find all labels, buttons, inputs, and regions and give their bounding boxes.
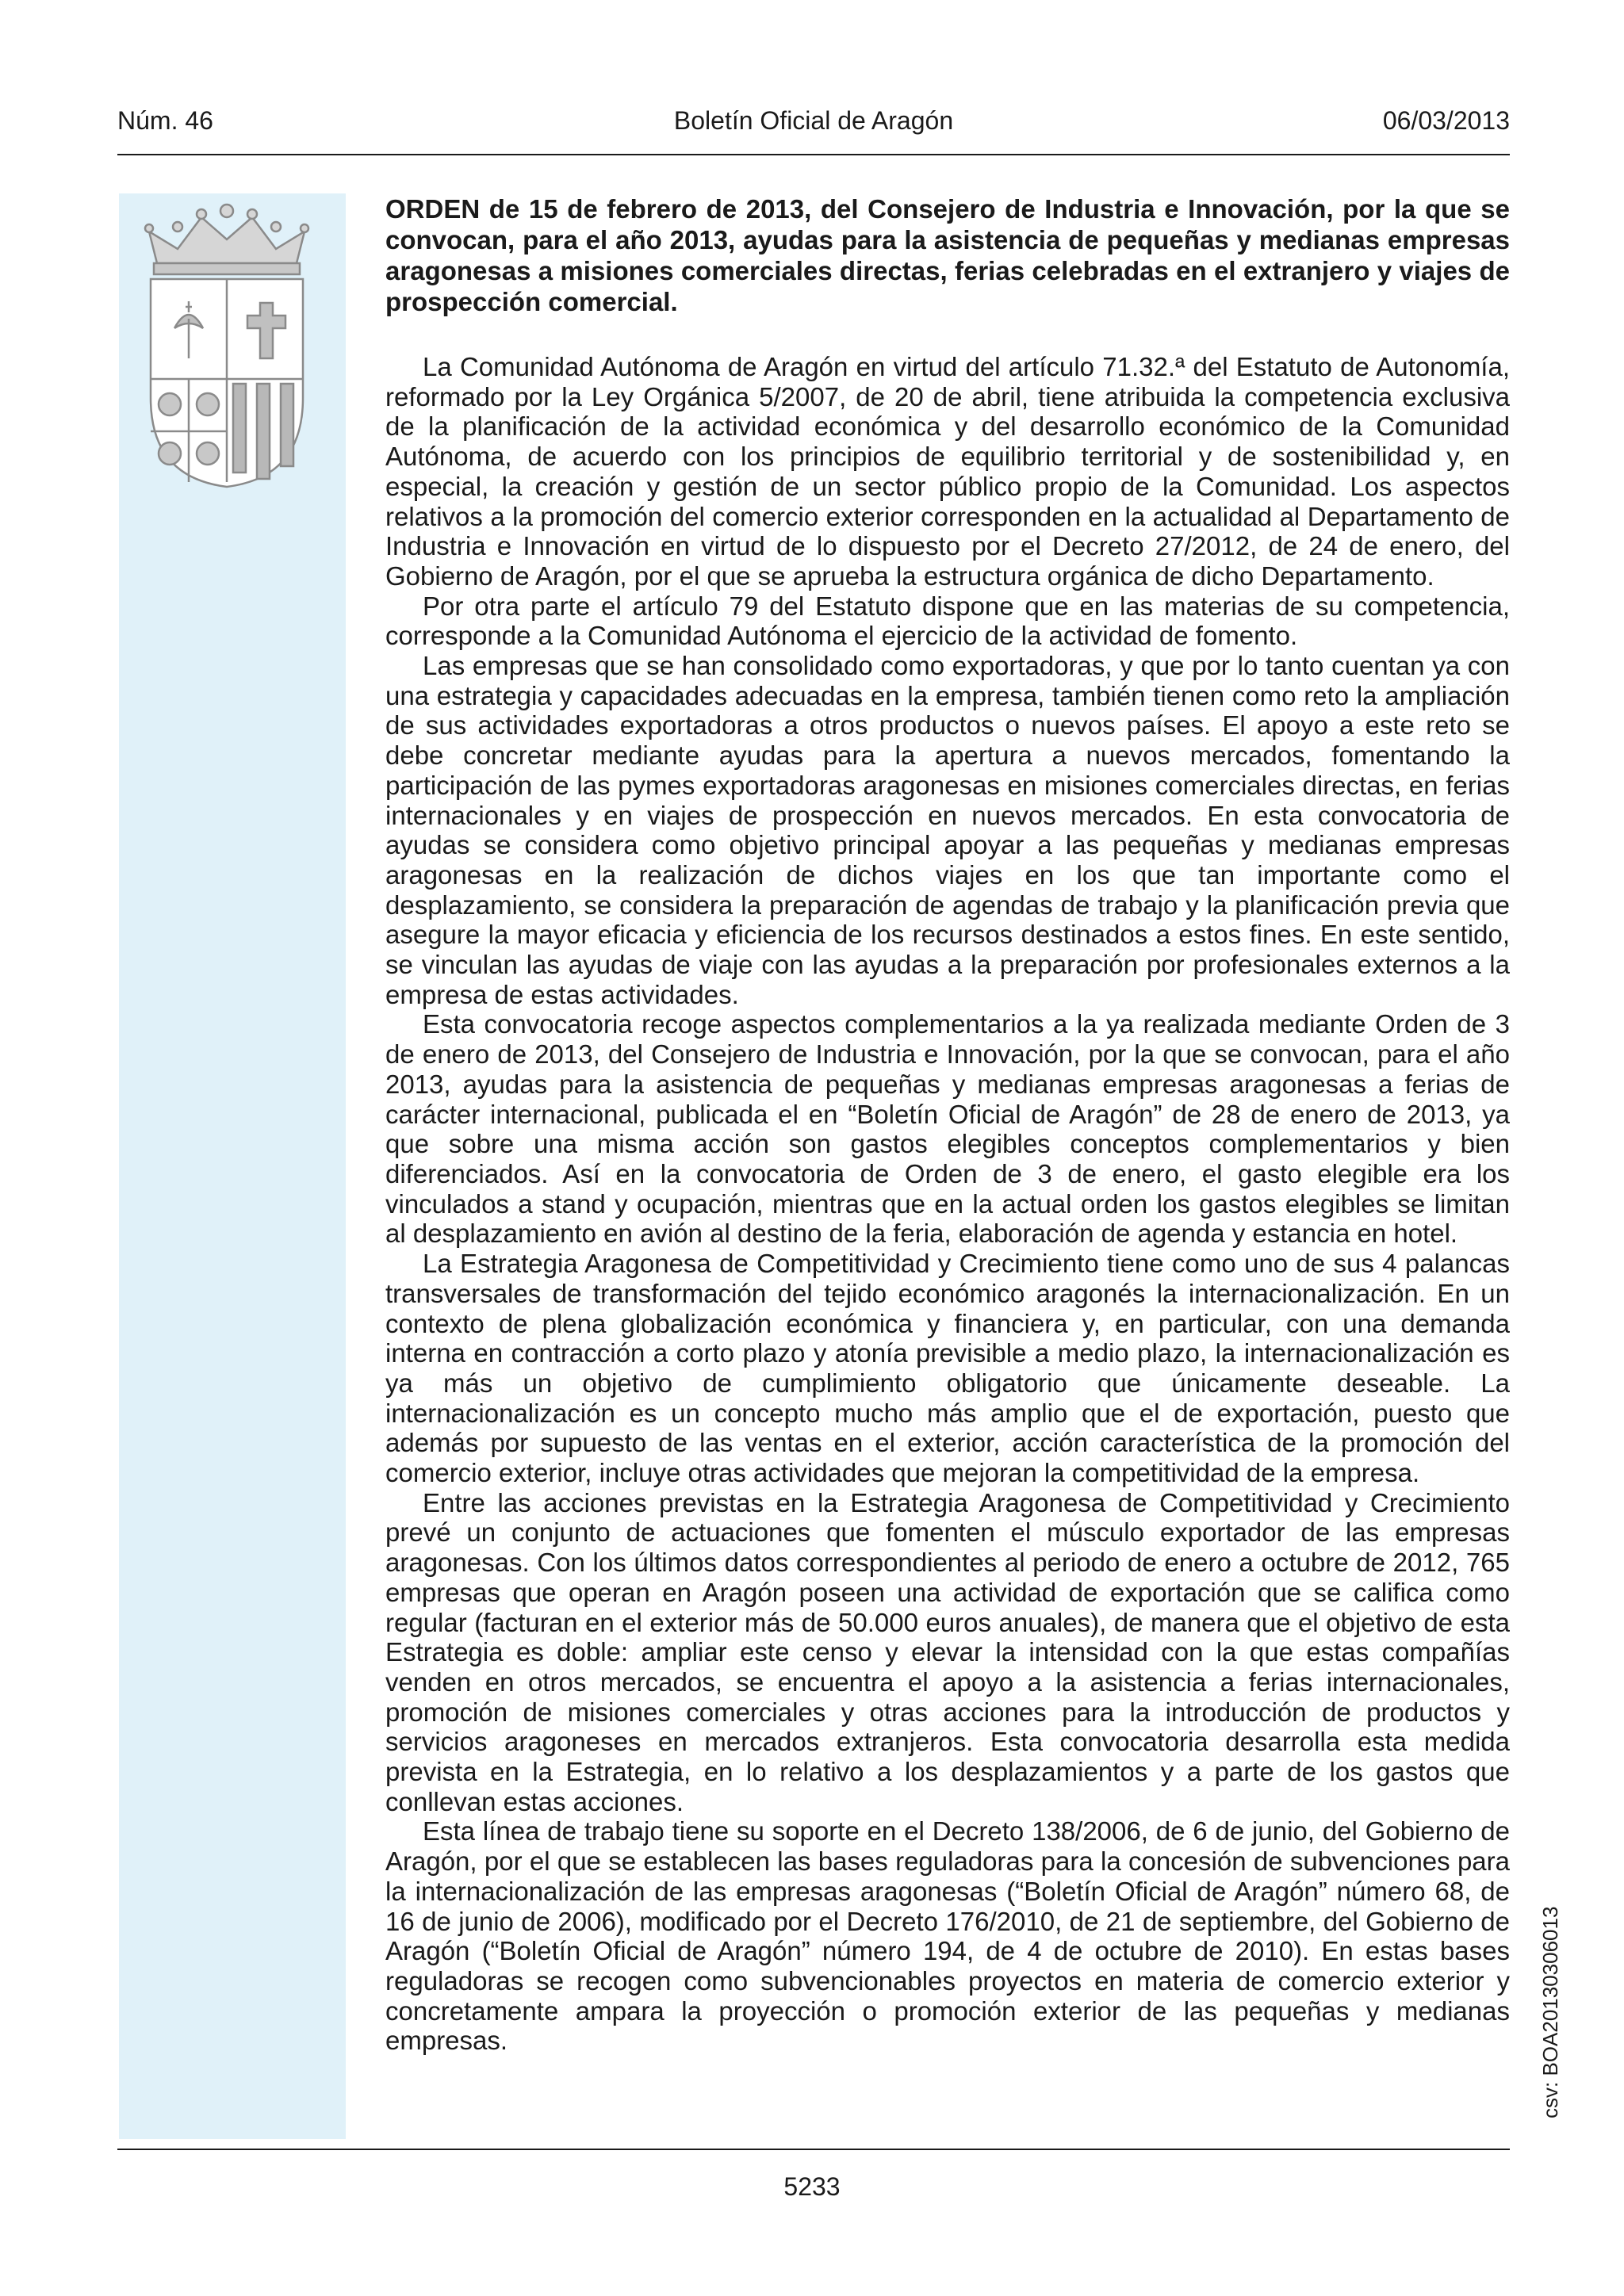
csv-code: csv: BOA20130306013 [1538, 1906, 1562, 2118]
paragraph: Esta convocatoria recoge aspectos complementarios a la ya realizada mediante Orden de 3 de enero de 2013, del Consejero de Industria e Innovación, por la que se convocan, para el año 2013, ayudas para la asistencia de pequeñas y medianas empresas aragonesas a ferias de carácter internacional, publicada el en “Boletín Oficial de Aragón” de 28 de enero de 2013, ya que sobre una misma acción son gastos elegibles conceptos complementarios y bien diferenciados. Así en la convocatoria de Orden de 3 de enero, el gasto elegible era los vinculados a stand y ocupación, mientras que en la actual orden los gastos elegibles se limitan al desplazamiento en avión al destino de la feria, elaboración de agenda y estancia en hotel. [385, 1009, 1510, 1249]
paragraph: La Estrategia Aragonesa de Competitividad y Crecimiento tiene como uno de sus 4 palancas transversales de transformación del tejido económico aragonés la internacionalización. En un contexto de plena globalización económica y financiera y, en particular, con una demanda interna en contracción a corto plazo y atonía previsible a medio plazo, la internacionalización es ya más un objetivo de cumplimiento obligatorio que únicamente deseable. La internacionalización es un concepto mucho más amplio que el de exportación, puesto que además por supuesto de las ventas en el exterior, acción característica de la promoción del comercio exterior, incluye otras actividades que mejoran la competitividad de la empresa. [385, 1249, 1510, 1488]
header-divider [117, 154, 1510, 155]
document-body [385, 193, 1510, 2056]
footer-divider [117, 2149, 1510, 2150]
paragraph: Esta línea de trabajo tiene su soporte en el Decreto 138/2006, de 6 de junio, del Gobierno de Aragón, por el que se establecen las bases reguladoras para la concesión de subvenciones para la internacionalización de las empresas aragonesas (“Boletín Oficial de Aragón” número 68, de 16 de junio de 2006), modificado por el Decreto 176/2010, de 21 de septiembre, del Gobierno de Aragón (“Boletín Oficial de Aragón” número 194, de 4 de octubre de 2010). En estas bases reguladoras se recogen como subvencionables proyectos en materia de comercio exterior y concretamente ampara la proyección o promoción exterior de las pequeñas y medianas empresas. [385, 1816, 1510, 2056]
publication-date: 06/03/2013 [1382, 106, 1510, 135]
publication-title: Boletín Oficial de Aragón [673, 106, 954, 135]
issue-number: Núm. 46 [117, 106, 213, 135]
paragraph: Por otra parte el artículo 79 del Estatuto dispone que en las materias de su competencia, corresponde a la Comunidad Autónoma el ejercicio de la actividad de fomento. [385, 591, 1510, 651]
paragraph: Entre las acciones previstas en la Estrategia Aragonesa de Competitividad y Crecimiento prevé un conjunto de actuaciones que fomenten el músculo exportador de las empresas aragonesas. Con los últimos datos correspondientes al periodo de enero a octubre de 2012, 765 empresas que operan en Aragón poseen una actividad de exportación que se califica como regular (facturan en el exterior más de 50.000 euros anuales), de manera que el objetivo de esta Estrategia es doble: ampliar este censo y elevar la intensidad con la que estas compañías venden en otros mercados, se encuentra el apoyo a la asistencia a ferias internacionales, promoción de misiones comerciales y otras acciones para la introducción de productos y servicios aragoneses en mercados extranjeros. Esta convocatoria desarrolla esta medida prevista en la Estrategia, en lo relativo a los desplazamientos y a parte de los gastos que conllevan estas acciones. [385, 1487, 1510, 1816]
paragraph: Las empresas que se han consolidado como exportadoras, y que por lo tanto cuentan ya con una estrategia y capacidades adecuadas en la empresa, también tienen como reto la ampliación de sus actividades exportadoras a otros productos o nuevos países. El apoyo a este reto se debe concretar mediante ayudas para la apertura a nuevos mercados, fomentando la participación de las pymes exportadoras aragonesas en misiones comerciales directas, en ferias internacionales y en viajes de prospección en nuevos mercados. En esta convocatoria de ayudas se considera como objetivo principal apoyar a las pequeñas y medianas empresas aragonesas en la realización de dichos viajes en los que tan importante como el desplazamiento, se considera la preparación de agendas de trabajo y la planificación previa que asegure la mayor eficacia y eficiencia de los recursos destinados a estos fines. En este sentido, se vinculan las ayudas de viaje con las ayudas a la preparación por profesionales externos a la empresa de estas actividades. [385, 651, 1510, 1009]
page-number: 5233 [783, 2172, 841, 2201]
paragraph: La Comunidad Autónoma de Aragón en virtud del artículo 71.32.ª del Estatuto de Autonomía, reformado por la Ley Orgánica 5/2007, de 20 de abril, tiene atribuida la competencia exclusiva de la planificación de la actividad económica y del desarrollo económico de la Comunidad Autónoma, de acuerdo con los principios de equilibrio territorial y de sostenibilidad y, en especial, la creación y gestión de un sector público propio de la Comunidad. Los aspectos relativos a la promoción del comercio exterior corresponden en la actualidad al Departamento de Industria e Innovación en virtud de lo dispuesto por el Decreto 27/2012, de 24 de enero, del Gobierno de Aragón, por el que se aprueba la estructura orgánica de dicho Departamento. [385, 352, 1510, 591]
coat-of-arms-icon [133, 200, 320, 492]
page-header [117, 105, 1510, 136]
order-title: ORDEN de 15 de febrero de 2013, del Consejero de Industria e Innovación, por la que se convocan, para el año 2013, ayudas para la asistencia de pequeñas y medianas empresas aragonesas a misiones comerciales directas, ferias celebradas en el extranjero y viajes de prospección comercial. [385, 194, 1510, 316]
